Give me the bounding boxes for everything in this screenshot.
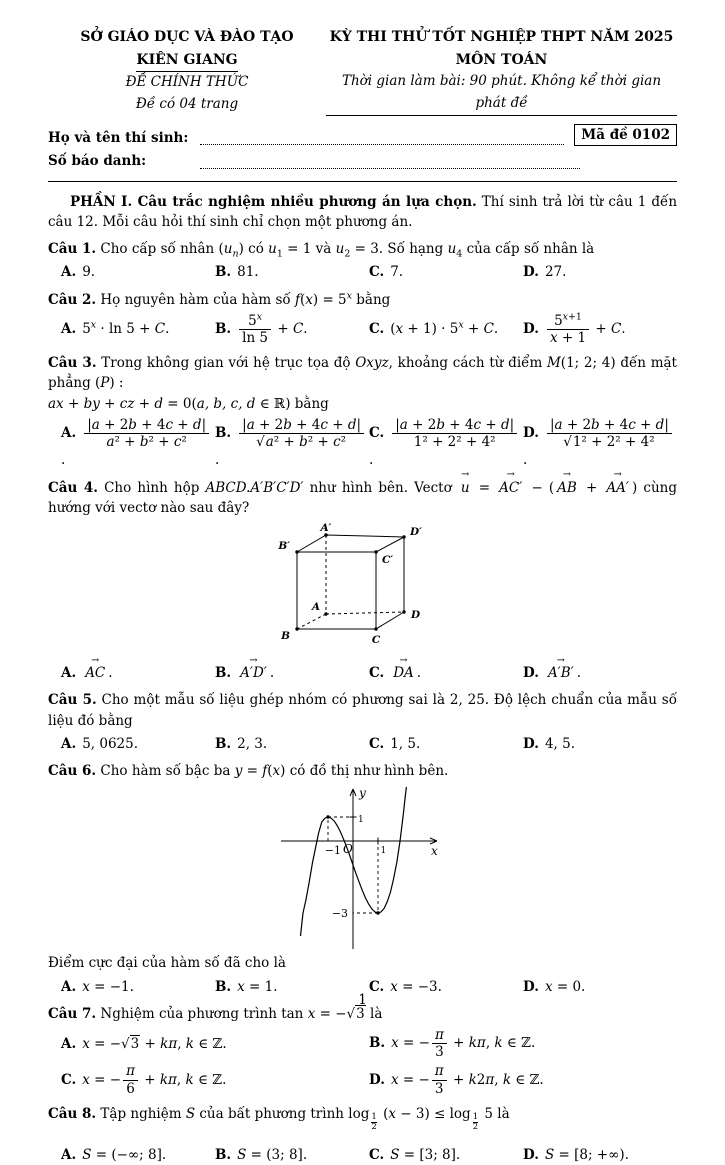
option-a-letter: A. [61, 1035, 77, 1052]
page-number: 1 [358, 991, 367, 1008]
option-d-letter: D. [523, 264, 539, 281]
option-c [369, 262, 523, 282]
vertex-b-label: B [280, 630, 290, 643]
question-4-options [61, 657, 677, 683]
option-b-text: x = 1. [237, 978, 278, 995]
option-d-text: → A′B′ . [545, 665, 581, 681]
question-3 [48, 353, 677, 470]
question-1-options [61, 262, 677, 282]
question-5 [48, 690, 677, 754]
option-c [369, 734, 523, 754]
question-8 [48, 1104, 677, 1165]
option-b [215, 663, 369, 683]
option-b-letter: B. [215, 665, 232, 682]
option-d-letter: D. [369, 1071, 385, 1088]
header-divider [48, 181, 677, 182]
option-a-letter: A. [61, 321, 77, 338]
question-6-post-text: Điểm cực đại của hàm số đã cho là [48, 955, 286, 972]
vertex-b-prime-label: B′ [277, 540, 290, 553]
local-min-point [376, 912, 379, 915]
vertex-d-prime-label: D′ [409, 526, 422, 539]
question-7-options-row1 [61, 1027, 677, 1060]
question-3-options [61, 417, 677, 471]
option-a [61, 663, 215, 683]
department-name: SỞ GIÁO DỤC VÀ ĐÀO TẠO [80, 29, 294, 45]
question-5-line [48, 690, 677, 731]
x-1-label: 1 [380, 846, 386, 857]
x-axis-label: x [430, 844, 438, 859]
question-1-label: Câu 1. [48, 241, 97, 258]
option-a-text: $5^x \cdot \ln 5 + C$. [82, 319, 170, 338]
option-b [369, 1027, 677, 1060]
option-a-text: S = (−∞; 8]. [82, 1147, 167, 1164]
option-d-letter: D. [523, 425, 539, 442]
question-4-line [48, 478, 677, 519]
vertex-c-label: C [371, 634, 380, 647]
question-5-options [61, 734, 677, 754]
question-1-text: Cho cấp số nhân $(u_n)$ có $u_1 = 1$ và $u_2 = 3$. Số hạng $u_4$ của cấp số nhân là [100, 241, 595, 260]
option-d-text: |a + 2b + 4c + d| √ 1² + 2² + 4² . [523, 425, 674, 468]
option-a [61, 262, 215, 282]
candidate-name-row [48, 126, 677, 148]
option-d-text: x = − $\frac{\pi}{3}$ + k2π, k ∈ ℤ. [390, 1063, 544, 1097]
vertex-c-prime-label: C′ [381, 554, 393, 567]
option-b-text: S = (3; 8]. [237, 1147, 308, 1164]
question-6 [48, 761, 677, 997]
province-line [48, 49, 326, 73]
question-7-text: Nghiệm của phương trình tan x = − √ 3 là [100, 1005, 382, 1022]
option-b-text: |a + 2b + 4c + d| √ a² + b² + c² . [215, 425, 366, 468]
question-4-figure [48, 522, 677, 654]
option-d-text: 27. [544, 264, 567, 281]
question-8-label: Câu 8. [48, 1105, 97, 1122]
candidate-name-field [200, 132, 564, 145]
option-b-letter: B. [215, 1147, 232, 1164]
option-a [61, 734, 215, 754]
vertex-a-label: A [311, 601, 320, 614]
option-c [369, 663, 523, 683]
option-b-text: $\frac{5^x}{\ln 5}$ + C. [237, 321, 307, 337]
option-c-text: S = [3; 8]. [390, 1147, 461, 1164]
option-a-text: 5, 0625. [82, 735, 139, 752]
question-4-text: Cho hình hộp ABCD.A′B′C′D′ như hình bên. Vectơ → u = → AC′ − ( → AB + → AA′ ) cùng hướng với vectơ nào sau đây? [48, 480, 677, 516]
header-left [48, 26, 326, 116]
exam-type: ĐỀ CHÍNH THỨC [125, 74, 249, 91]
question-5-label: Câu 5. [48, 692, 97, 709]
question-2 [48, 290, 677, 347]
question-6-label: Câu 6. [48, 763, 97, 780]
option-a [61, 1145, 215, 1165]
option-b-letter: B. [215, 978, 232, 995]
option-c-text: x = − $\frac{\pi}{6}$ + kπ, k ∈ ℤ. [82, 1063, 227, 1097]
option-a [61, 417, 215, 471]
option-c-letter: C. [369, 1147, 385, 1164]
duration-note: Thời gian làm bài: 90 phút. Không kể thời gian phát đề [326, 71, 677, 116]
question-8-text: Tập nghiệm S của bất phương trình log $\frac{1}{2}$ (x − 3) ≤ log $\frac{1}{2}$ 5 là [100, 1105, 510, 1133]
option-c-letter: C. [369, 665, 385, 682]
option-c-letter: C. [369, 978, 385, 995]
option-b-text: x = − $\frac{\pi}{3}$ + kπ, k ∈ ℤ. [391, 1027, 536, 1061]
option-d [523, 417, 677, 471]
option-d-letter: D. [523, 665, 539, 682]
vertex-a-prime-label: A′ [320, 522, 331, 535]
option-b-letter: B. [215, 264, 232, 281]
option-b-letter: B. [215, 735, 232, 752]
question-2-options [61, 313, 677, 346]
option-a [61, 1034, 369, 1054]
option-a-text: $\frac{|a + 2b + 4c + d|}{\text{a² + b² + c²}}$ . [61, 425, 211, 468]
question-8-line [48, 1104, 677, 1133]
exam-code-box: Mã đề 0102 [574, 124, 677, 146]
option-a-text: → AC . [82, 665, 112, 681]
option-b [215, 262, 369, 282]
option-c-text: → DA . [390, 665, 421, 681]
option-d [523, 734, 677, 754]
option-b-text: 81. [237, 264, 259, 281]
subject-name: MÔN TOÁN [455, 51, 548, 68]
question-2-label: Câu 2. [48, 291, 97, 308]
option-d-text: S = [8; +∞). [544, 1147, 629, 1164]
option-d [523, 262, 677, 282]
local-max-point [326, 816, 329, 819]
option-b-letter: B. [215, 321, 232, 337]
candidate-name-label: Họ và tên thí sinh: [48, 130, 189, 147]
vertex-d-label: D [410, 609, 420, 622]
option-c [369, 319, 523, 339]
option-c-text: $\frac{|a + 2b + 4c + d|}{\text{1² + 2² + 4²}}$ . [369, 425, 519, 468]
candidate-id-label: Số báo danh: [48, 153, 147, 170]
option-d-letter: D. [523, 735, 539, 752]
option-c-text: 1, 5. [390, 735, 421, 752]
option-c-text: 7. [390, 264, 404, 281]
question-3-line [48, 353, 677, 394]
y-1-label: 1 [357, 815, 364, 826]
option-a-text: 9. [82, 264, 96, 281]
question-6-line [48, 761, 677, 781]
cube-figure [274, 522, 452, 654]
option-c-text: x = −3. [390, 978, 442, 995]
question-7 [48, 1004, 677, 1097]
option-d-text: x = 0. [544, 978, 586, 995]
option-b [215, 1145, 369, 1165]
candidate-id-field [200, 156, 580, 169]
option-a-letter: A. [61, 978, 77, 995]
exam-name: KỲ THI THỬ TỐT NGHIỆP THPT NĂM 2025 [329, 29, 674, 45]
exam-header [48, 26, 677, 116]
option-c-letter: C. [369, 264, 385, 281]
question-5-text: Cho một mẫu số liệu ghép nhóm có phương sai là 2, 25. Độ lệch chuẩn của mẫu số liệu đó bằng [48, 692, 677, 729]
question-3-text: Trong không gian với hệ trục tọa độ Oxyz, khoảng cách từ điểm M(1; 2; 4) đến mặt phẳng (P) : [48, 355, 677, 392]
pages-note: Đề có 04 trang [135, 96, 239, 113]
option-a-letter: A. [61, 425, 77, 442]
option-c [61, 1063, 369, 1096]
option-b-letter: B. [215, 425, 232, 442]
duration-line [326, 71, 677, 116]
x-neg1-label: −1 [324, 844, 341, 858]
option-a-text: x = − √ 3 + kπ, k ∈ ℤ. [82, 1035, 227, 1052]
candidate-info [48, 126, 677, 172]
option-d [369, 1063, 677, 1096]
question-4-label: Câu 4. [48, 479, 98, 496]
candidate-id-row [48, 151, 677, 171]
option-d-text: $\frac{5^{x+1}}{x + 1}$ + C. [545, 321, 626, 337]
option-b [215, 313, 369, 346]
option-d-letter: D. [523, 978, 539, 995]
question-2-text: Họ nguyên hàm của hàm số $f(x) = 5^x$ bằng [100, 290, 391, 308]
option-b [215, 734, 369, 754]
option-a-letter: A. [61, 735, 77, 752]
option-b-text: 2, 3. [237, 735, 268, 752]
option-c-letter: C. [369, 425, 385, 442]
option-c [369, 417, 523, 471]
part1-title: PHẦN I. Câu trắc nghiệm nhiều phương án lựa chọn. [70, 193, 477, 210]
question-3-text2: ax + by + cz + d = 0(a, b, c, d ∈ ℝ) bằng [48, 395, 329, 412]
option-a-letter: A. [61, 1147, 77, 1164]
option-d-text: 4, 5. [544, 735, 575, 752]
question-8-options [61, 1145, 677, 1165]
option-c-letter: C. [369, 735, 385, 752]
question-4 [48, 478, 677, 684]
origin-label: O [342, 842, 353, 857]
question-1-line [48, 239, 677, 259]
option-b-letter: B. [369, 1035, 386, 1052]
option-d-letter: D. [523, 321, 539, 337]
option-d [523, 313, 677, 346]
option-a-letter: A. [61, 665, 77, 682]
header-right [326, 26, 677, 116]
option-c-letter: C. [61, 1071, 77, 1088]
graph-figure [279, 785, 447, 951]
question-6-text: Cho hàm số bậc ba y = f(x) có đồ thị như hình bên. [100, 763, 449, 780]
option-a-letter: A. [61, 264, 77, 281]
option-d-letter: D. [523, 1147, 539, 1164]
y-neg3-label: −3 [331, 907, 348, 921]
option-b-text: → A′D′ . [237, 665, 274, 681]
question-7-options-row2 [61, 1063, 677, 1096]
question-1 [48, 239, 677, 283]
y-axis-label: y [358, 786, 366, 801]
part1-heading [48, 192, 677, 233]
option-a-text: x = −1. [82, 978, 134, 995]
question-3-label: Câu 3. [48, 355, 97, 372]
option-c-letter: C. [369, 321, 385, 338]
part1-instructions: Thí sinh trả lời từ câu 1 đến câu 12. Mỗi câu hỏi thí sinh chỉ chọn một phương án. [48, 193, 678, 230]
option-c-text: $(x + 1) \cdot 5^x + C$. [390, 319, 499, 338]
question-7-label: Câu 7. [48, 1005, 97, 1022]
option-b [215, 417, 369, 471]
province-name: KIÊN GIANG [136, 49, 237, 73]
option-d [523, 1145, 677, 1165]
question-2-line [48, 290, 677, 310]
option-c [369, 1145, 523, 1165]
question-6-figure [48, 785, 677, 951]
option-a [61, 319, 215, 339]
option-d [523, 663, 677, 683]
